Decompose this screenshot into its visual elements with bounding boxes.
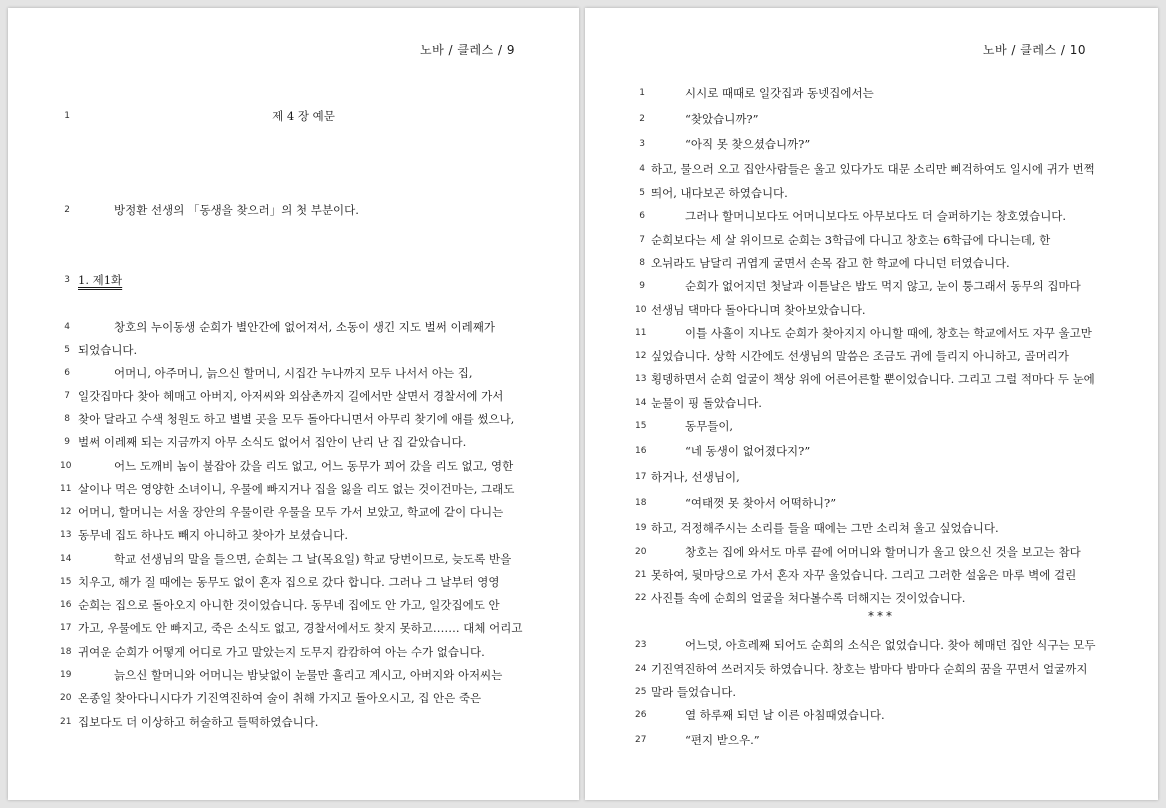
running-head: 노바 / 클레스 / 9	[420, 43, 515, 57]
line-number: 15	[635, 421, 647, 431]
text-line	[585, 730, 1158, 750]
text-line	[585, 659, 1158, 679]
line-text: 오뉘라도 남달리 귀엽게 굴면서 손목 잡고 한 학교에 다니던 터였습니다.	[651, 256, 1010, 270]
line-number: 14	[635, 398, 647, 408]
line-number: 7	[639, 235, 645, 245]
line-text: 어머니, 아주머니, 늙으신 할머니, 시집간 누나까지 모두 나서서 아는 집,	[114, 366, 473, 380]
line-number: 17	[60, 623, 72, 633]
line-number: 16	[60, 600, 72, 610]
line-number: 21	[60, 717, 72, 727]
text-line	[585, 253, 1158, 273]
line-number: 7	[64, 391, 70, 401]
line-text: 동무네 집도 하나도 빼지 아니하고 찾아가 보셨습니다.	[78, 528, 348, 542]
line-number: 10	[60, 461, 72, 471]
line-text: “아직 못 찾으셨습니까?”	[685, 137, 811, 151]
line-number: 22	[635, 593, 647, 603]
line-number: 9	[64, 437, 70, 447]
text-line	[585, 588, 1158, 608]
line-number: 18	[60, 647, 72, 657]
line-number: 6	[639, 211, 645, 221]
line-number: 1	[639, 88, 645, 98]
line-number: 17	[635, 472, 647, 482]
right-page	[585, 8, 1158, 800]
text-line	[585, 230, 1158, 250]
line-text: “편지 받으우.”	[685, 733, 760, 747]
line-text: 집보다도 더 이상하고 허술하고 들떡하였습니다.	[78, 715, 319, 729]
line-text: 하고, 물으러 오고 집안사람들은 울고 있다가도 대문 소리만 삐걱하여도 일시에 귀가 번쩍	[651, 162, 1095, 176]
line-text: 창호의 누이동생 순희가 별안간에 없어져서, 소동이 생긴 지도 벌써 이레째가	[114, 320, 495, 334]
chapter-title: 제 4 장 예문	[272, 109, 335, 123]
text-line	[8, 665, 579, 685]
text-line	[585, 369, 1158, 389]
line-text: 어머니, 할머니는 서울 장안의 우물이란 우물을 모두 가서 보았고, 학교에 같이 다니는	[78, 505, 504, 519]
text-line	[8, 525, 579, 545]
text-line	[585, 565, 1158, 585]
line-text: 그러나 할머니보다도 어머니보다도 아무보다도 더 슬퍼하기는 창호였습니다.	[685, 209, 1067, 223]
text-line	[8, 712, 579, 732]
text-line	[585, 83, 1158, 103]
line-text: 못하여, 뒷마당으로 가서 혼자 자꾸 울었습니다. 그리고 그러한 설움은 마루 벽에 걸린	[651, 568, 1077, 582]
line-text: “여태껏 못 찾아서 어떡하니?”	[685, 496, 837, 510]
line-number: 25	[635, 687, 647, 697]
line-number: 26	[635, 710, 647, 720]
text-line	[8, 618, 579, 638]
text-line	[585, 493, 1158, 513]
section-heading: 1. 제1화	[78, 273, 123, 287]
text-line	[585, 109, 1158, 129]
line-number: 5	[64, 345, 70, 355]
text-line	[8, 317, 579, 337]
line-text: 사진틀 속에 순희의 얼굴을 쳐다볼수록 더해지는 것이었습니다.	[651, 591, 966, 605]
line-text: 치우고, 해가 질 때에는 동무도 없이 혼자 집으로 갔다 합니다. 그러나 그 날부터 영영	[78, 575, 500, 589]
line-text: 찾아 달라고 수색 청원도 하고 별별 곳을 모두 돌아다니면서 아무리 찾기에 애를 썼으나,	[78, 412, 515, 426]
line-text: 귀여운 순희가 어떻게 어디로 가고 말았는지 도무지 캄캄하여 아는 수가 없습니다.	[78, 645, 485, 659]
line-text: 기진역진하여 쓰러지듯 하였습니다. 창호는 밤마다 밤마다 순희의 꿈을 꾸면서 얼굴까지	[651, 662, 1088, 676]
line-number: 12	[60, 507, 72, 517]
line-number: 14	[60, 554, 72, 564]
line-number: 16	[635, 446, 647, 456]
line-number: 9	[639, 281, 645, 291]
line-text: 하고, 걱정해주시는 소리를 들을 때에는 그만 소리쳐 울고 싶었습니다.	[651, 521, 999, 535]
line-text: 온종일 찾아다니시다가 기진역진하여 술이 취해 가지고 돌아오시고, 집 안은 죽은	[78, 691, 482, 705]
chapter-title-line	[8, 106, 579, 126]
text-line	[585, 276, 1158, 296]
line-number: 11	[635, 328, 647, 338]
text-line	[585, 183, 1158, 203]
line-text: “네 동생이 없어졌다지?”	[685, 444, 811, 458]
text-line	[8, 386, 579, 406]
left-page	[8, 8, 579, 800]
line-number: 13	[635, 374, 647, 384]
line-text: 가고, 우물에도 안 빠지고, 죽은 소식도 없고, 경찰서에서도 찾지 못하고……. 대체 어리고	[78, 621, 523, 635]
line-text: “찾았습니까?”	[685, 112, 759, 126]
line-text: 열 하루째 되던 날 이른 아침때였습니다.	[685, 708, 885, 722]
line-text: 시시로 때때로 일갓집과 동넷집에서는	[685, 86, 874, 100]
section-heading-line	[8, 270, 579, 290]
line-text: 일갓집마다 찾아 헤매고 아버지, 아저씨와 외삼촌까지 길에서만 살면서 경찰서에 가서	[78, 389, 504, 403]
line-number: 23	[635, 640, 647, 650]
text-line	[8, 363, 579, 383]
text-line	[585, 467, 1158, 487]
text-line	[8, 595, 579, 615]
line-number: 12	[635, 351, 647, 361]
text-line	[585, 346, 1158, 366]
line-text: 되었습니다.	[78, 343, 138, 357]
line-text: 어느덧, 아흐레째 되어도 순희의 소식은 없었습니다. 찾아 헤매던 집안 식구는 모두	[685, 638, 1096, 652]
text-line	[8, 549, 579, 569]
line-text: 띄어, 내다보곤 하였습니다.	[651, 186, 788, 200]
text-line	[8, 200, 579, 220]
line-number: 19	[60, 670, 72, 680]
line-text: 싶었습니다. 상학 시간에도 선생님의 말씀은 조금도 귀에 들리지 아니하고, 골머리가	[651, 349, 1069, 363]
line-number: 21	[635, 570, 647, 580]
text-line	[8, 688, 579, 708]
text-line	[585, 300, 1158, 320]
line-number: 13	[60, 530, 72, 540]
text-line	[585, 518, 1158, 538]
line-number: 11	[60, 484, 72, 494]
line-number: 19	[635, 523, 647, 533]
running-head: 노바 / 클레스 / 10	[982, 43, 1086, 57]
line-number: 20	[635, 547, 647, 557]
text-line	[8, 432, 579, 452]
line-number: 3	[64, 275, 70, 285]
text-line	[8, 502, 579, 522]
line-text: 눈물이 핑 돌았습니다.	[651, 396, 762, 410]
line-number: 8	[64, 414, 70, 424]
line-number: 4	[639, 164, 645, 174]
line-number: 18	[635, 498, 647, 508]
text-line	[8, 409, 579, 429]
line-text: 늙으신 할머니와 어머니는 밤낮없이 눈물만 흘리고 계시고, 아버지와 아저씨는	[114, 668, 503, 682]
line-number: 27	[635, 735, 647, 745]
line-text: 창호는 집에 와서도 마루 끝에 어머니와 할머니가 울고 앉으신 것을 보고는 참다	[685, 545, 1081, 559]
line-text: 방정환 선생의 「동생을 찾으러」의 첫 부분이다.	[114, 203, 359, 217]
text-line	[8, 340, 579, 360]
line-text: 어느 도깨비 놈이 불잡아 갔을 리도 없고, 어느 동무가 꾀어 갔을 리도 없고, 영한	[114, 459, 514, 473]
text-line	[8, 572, 579, 592]
line-number: 4	[64, 322, 70, 332]
line-text: 순희가 없어지던 첫날과 이튿날은 밥도 먹지 않고, 눈이 퉁그래서 동무의 집마다	[685, 279, 1081, 293]
text-line	[585, 635, 1158, 655]
text-line	[585, 393, 1158, 413]
line-text: 살이나 먹은 영양한 소녀이니, 우물에 빠지거나 집을 잃을 리도 없는 것이건마는, 그래도	[78, 482, 515, 496]
line-number: 10	[635, 305, 647, 315]
text-line	[585, 441, 1158, 461]
line-text: 이틀 사흘이 지나도 순희가 찾아지지 아니할 때에, 창호는 학교에서도 자꾸 울고만	[685, 326, 1092, 340]
line-text: 하거나, 선생님이,	[651, 470, 740, 484]
text-line	[585, 134, 1158, 154]
text-line	[585, 705, 1158, 725]
line-text: 선생님 댁마다 돌아다니며 찾아보았습니다.	[651, 303, 866, 317]
line-number: 8	[639, 258, 645, 268]
line-text: 횡뎅하면서 순희 얼굴이 책상 위에 어른어른할 뿐이었습니다. 그리고 그럴 적마다 두 눈에	[651, 372, 1095, 386]
line-text: 벌써 이레째 되는 지금까지 아무 소식도 없어서 집안이 난리 난 집 같았습니다.	[78, 435, 467, 449]
text-line	[8, 642, 579, 662]
line-number: 2	[64, 205, 70, 215]
scene-separator: ***	[868, 609, 895, 623]
line-text: 동무들이,	[685, 419, 734, 433]
line-number: 1	[64, 111, 70, 121]
text-line	[585, 416, 1158, 436]
line-text: 순희는 집으로 돌아오지 아니한 것이었습니다. 동무네 집에도 안 가고, 일갓집에도 안	[78, 598, 500, 612]
line-text: 말라 들었습니다.	[651, 685, 737, 699]
line-number: 5	[639, 188, 645, 198]
text-line	[8, 479, 579, 499]
text-line	[585, 323, 1158, 343]
line-number: 3	[639, 139, 645, 149]
line-number: 6	[64, 368, 70, 378]
line-number: 20	[60, 693, 72, 703]
text-line	[8, 456, 579, 476]
text-line	[585, 206, 1158, 226]
line-number: 24	[635, 664, 647, 674]
line-text: 순희보다는 세 살 위이므로 순희는 3학급에 다니고 창호는 6학급에 다니는데, 한	[651, 233, 1051, 247]
line-number: 2	[639, 114, 645, 124]
text-line	[585, 682, 1158, 702]
text-line	[585, 542, 1158, 562]
line-text: 학교 선생님의 말을 들으면, 순희는 그 날(목요일) 학교 당번이므로, 늦도록 반을	[114, 552, 512, 566]
line-number: 15	[60, 577, 72, 587]
text-line	[585, 159, 1158, 179]
